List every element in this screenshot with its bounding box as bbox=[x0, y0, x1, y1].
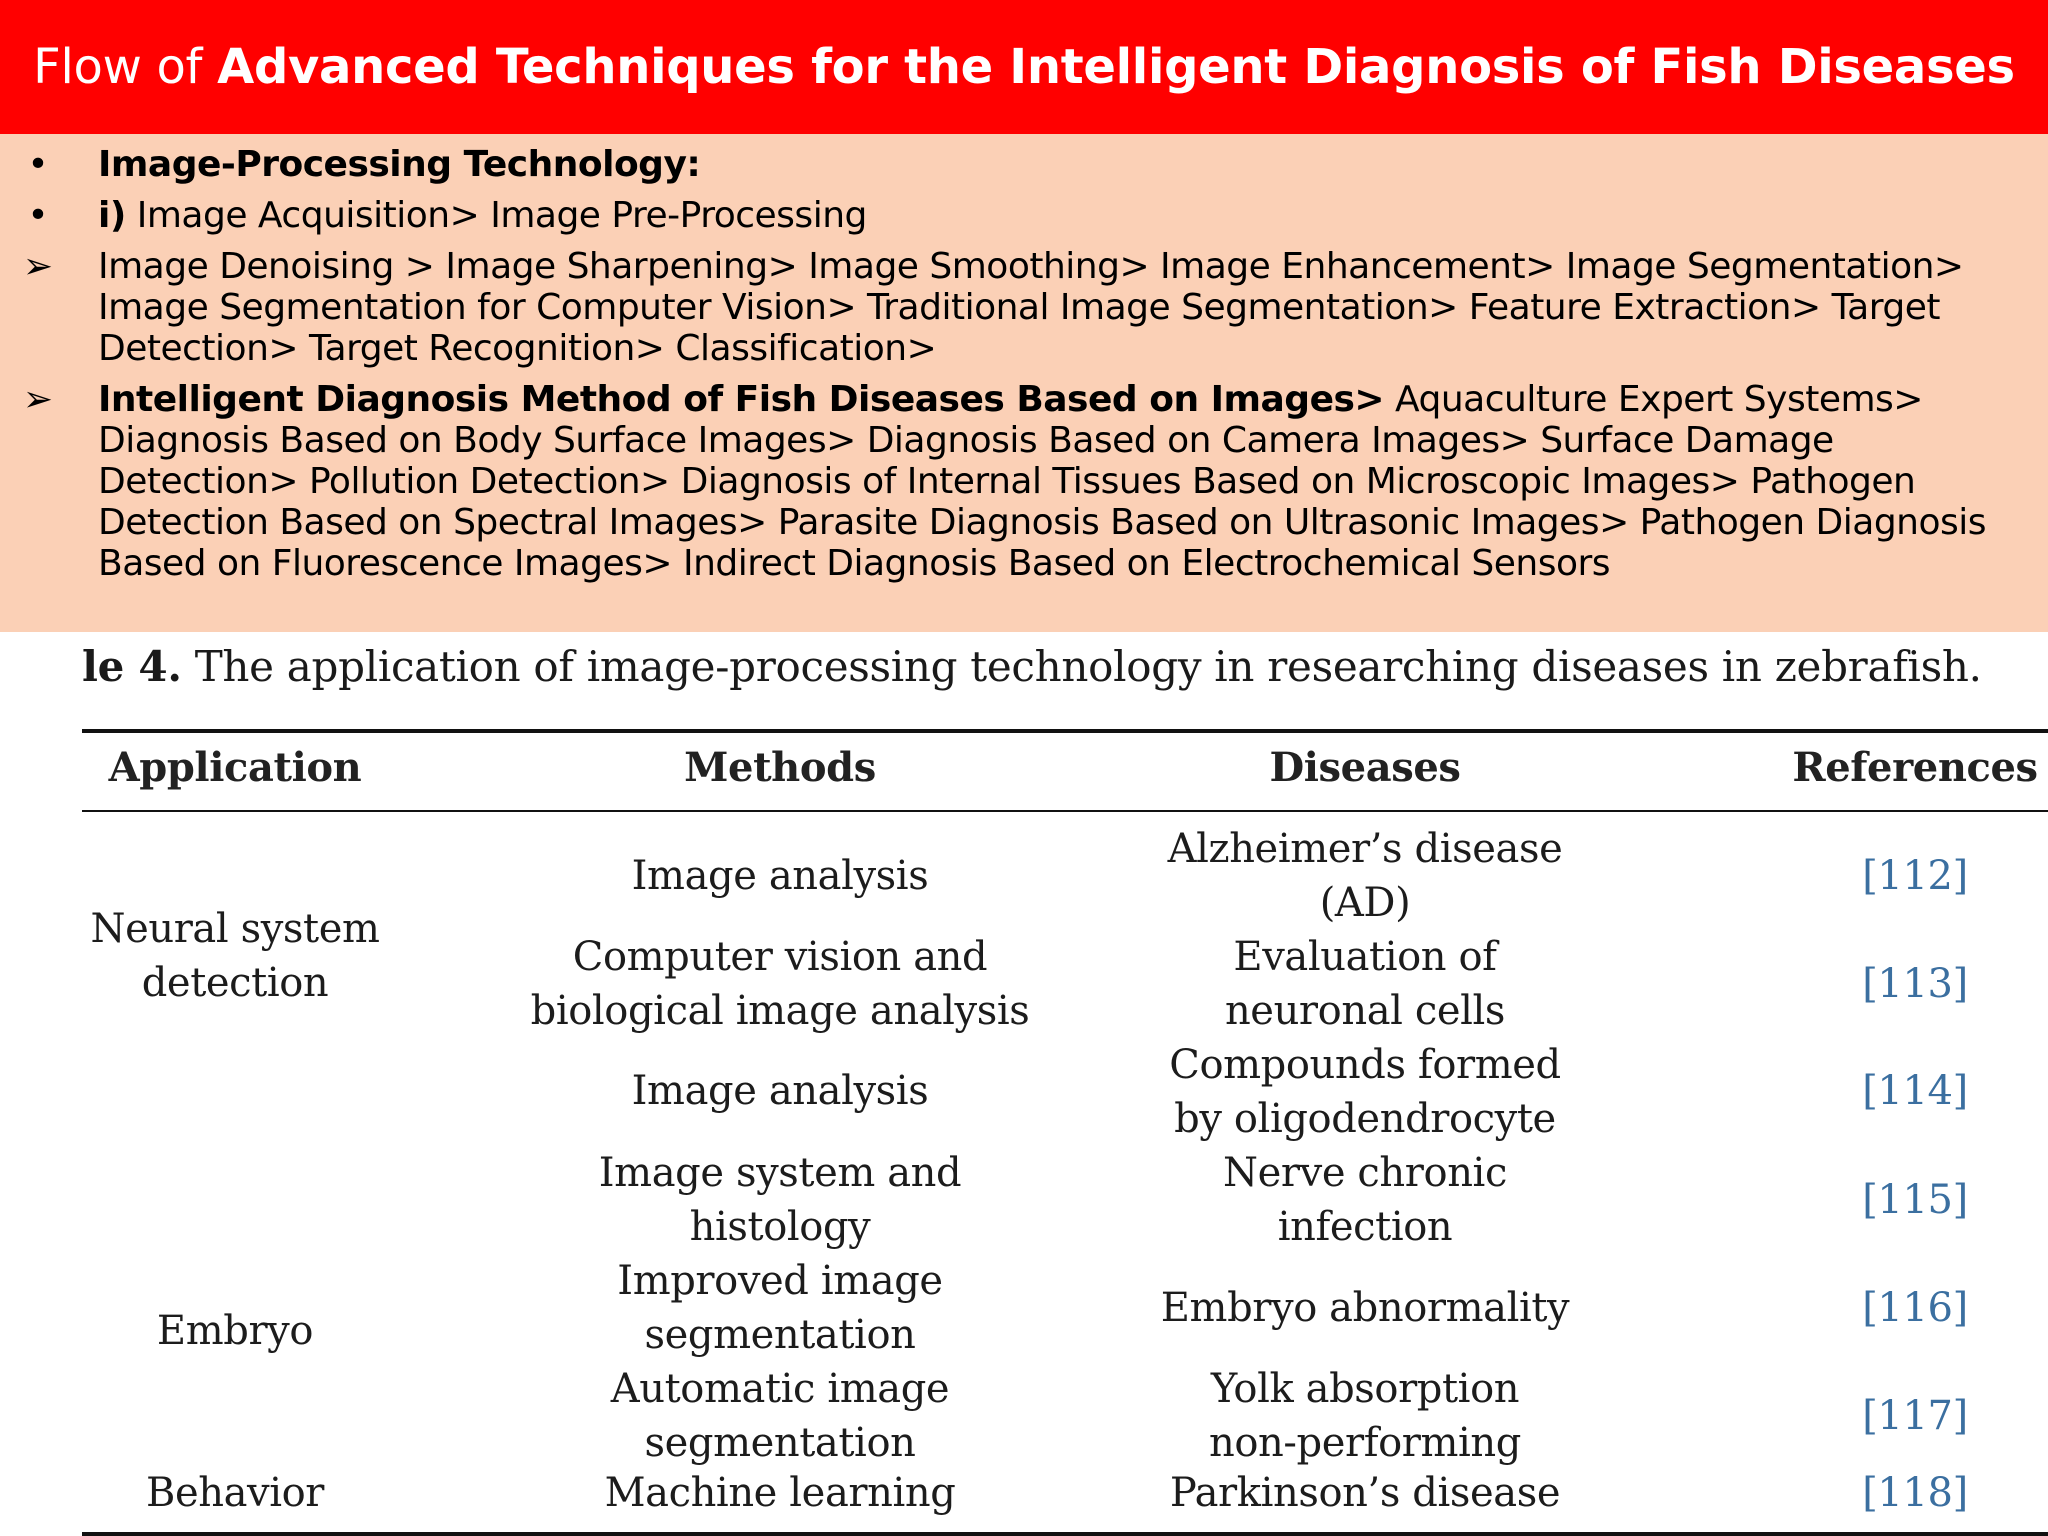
method-line: Automatic image bbox=[610, 1366, 950, 1412]
top-rule bbox=[82, 729, 2048, 733]
disease-line: Embryo abnormality bbox=[1160, 1285, 1570, 1331]
disease-line: Alzheimer’s disease bbox=[1167, 826, 1563, 872]
bullet-marker: ➢ bbox=[22, 379, 54, 420]
disease-line: Parkinson’s disease bbox=[1169, 1470, 1561, 1516]
table-figure bbox=[0, 632, 2048, 1536]
application-cell bbox=[60, 1466, 410, 1520]
disease-cell bbox=[1065, 822, 1665, 930]
disease-cell bbox=[1065, 1362, 1665, 1470]
method-line: segmentation bbox=[644, 1312, 916, 1358]
disease-line: Evaluation of bbox=[1233, 934, 1497, 980]
bullet-marker: ➢ bbox=[22, 246, 54, 287]
disease-line: by oligodendrocyte bbox=[1174, 1096, 1556, 1142]
bullet-body: Image Denoising > Image Sharpening> Image Smoothing> Image Enhancement> Image Segmentation> Image Segmentation for Computer Vision> Traditional Image Segmentation> Feature Extraction> Target Detection> Target Recognition> Classification> bbox=[98, 246, 1964, 369]
method-line: Machine learning bbox=[604, 1470, 956, 1516]
method-cell bbox=[480, 930, 1080, 1038]
method-line: Image system and bbox=[598, 1150, 962, 1196]
application-line: detection bbox=[141, 960, 329, 1006]
disease-cell bbox=[1065, 1281, 1665, 1335]
table-caption-label: le 4. bbox=[82, 642, 182, 691]
method-line: Computer vision and bbox=[572, 934, 988, 980]
bullet-text bbox=[98, 379, 2028, 584]
reference-link[interactable]: [117] bbox=[1862, 1393, 1968, 1439]
bullet-body: Aquaculture Expert Systems> Diagnosis Based on Body Surface Images> Diagnosis Based on Camera Images> Surface Damage Detection> Pollution Detection> Diagnosis of Internal Tissues Based on Microscopic Images> Pathogen Detection Based on Spectral Images> Parasite Diagnosis Based on Ultrasonic Images> Pathogen Diagnosis Based on Fluorescence Images> Indirect Diagnosis Based on Electrochemical Sensors bbox=[98, 379, 1987, 584]
application-line: Neural system bbox=[90, 906, 380, 952]
column-header-references: References bbox=[1792, 744, 2038, 791]
disease-cell bbox=[1065, 1146, 1665, 1254]
column-header-diseases: Diseases bbox=[1269, 744, 1461, 791]
title-banner bbox=[0, 0, 2048, 134]
method-cell bbox=[480, 1254, 1080, 1362]
bullet-bold: Image-Processing Technology: bbox=[98, 144, 701, 185]
method-cell bbox=[480, 1362, 1080, 1470]
bullet-text bbox=[98, 195, 2028, 236]
disease-cell bbox=[1065, 1466, 1665, 1520]
slide-title-prefix: Flow of bbox=[33, 39, 218, 95]
disease-line: Yolk absorption bbox=[1210, 1366, 1520, 1412]
reference-link[interactable]: [116] bbox=[1862, 1285, 1968, 1331]
reference-link[interactable]: [113] bbox=[1862, 961, 1968, 1007]
method-cell bbox=[480, 849, 1080, 903]
slide-title-bold: Advanced Techniques for the Intelligent Diagnosis of Fish Diseases bbox=[217, 39, 2015, 95]
application-line: Behavior bbox=[145, 1470, 325, 1516]
method-line: histology bbox=[689, 1204, 871, 1250]
application-cell bbox=[60, 1304, 410, 1358]
method-line: biological image analysis bbox=[530, 988, 1030, 1034]
table-caption-text: The application of image-processing technology in researching diseases in zebrafish. bbox=[181, 642, 1982, 691]
bullet-text bbox=[98, 144, 2028, 185]
bullet-panel bbox=[0, 134, 2048, 632]
column-header-application: Application bbox=[108, 744, 362, 791]
method-line: Image analysis bbox=[631, 1068, 929, 1114]
disease-line: infection bbox=[1277, 1204, 1453, 1250]
method-cell bbox=[480, 1466, 1080, 1520]
disease-line: (AD) bbox=[1319, 880, 1411, 926]
column-header-methods: Methods bbox=[684, 744, 876, 791]
method-line: segmentation bbox=[644, 1420, 916, 1466]
table-caption bbox=[82, 642, 1982, 691]
header-rule bbox=[82, 810, 2048, 812]
reference-link[interactable]: [114] bbox=[1862, 1068, 1968, 1114]
disease-cell bbox=[1065, 1038, 1665, 1146]
method-cell bbox=[480, 1146, 1080, 1254]
method-line: Improved image bbox=[617, 1258, 943, 1304]
disease-line: neuronal cells bbox=[1224, 988, 1506, 1034]
application-line: Embryo bbox=[156, 1308, 314, 1354]
bullet-bold: i) bbox=[98, 195, 126, 236]
disease-line: Compounds formed bbox=[1169, 1042, 1561, 1088]
reference-link[interactable]: [115] bbox=[1862, 1177, 1968, 1223]
disease-cell bbox=[1065, 930, 1665, 1038]
bullet-text bbox=[98, 246, 2028, 369]
method-cell bbox=[480, 1064, 1080, 1118]
bullet-bold: Intelligent Diagnosis Method of Fish Diseases Based on Images> bbox=[98, 379, 1385, 420]
application-cell bbox=[60, 902, 410, 1010]
disease-line: non-performing bbox=[1208, 1420, 1522, 1466]
bullet-marker: • bbox=[27, 195, 49, 236]
reference-link[interactable]: [118] bbox=[1862, 1470, 1968, 1516]
bullet-body: Image Acquisition> Image Pre-Processing bbox=[125, 195, 867, 236]
disease-line: Nerve chronic bbox=[1223, 1150, 1507, 1196]
bottom-rule bbox=[82, 1532, 2048, 1536]
method-line: Image analysis bbox=[631, 853, 929, 899]
reference-link[interactable]: [112] bbox=[1862, 853, 1968, 899]
bullet-marker: • bbox=[27, 144, 49, 185]
slide-title bbox=[33, 39, 2015, 95]
